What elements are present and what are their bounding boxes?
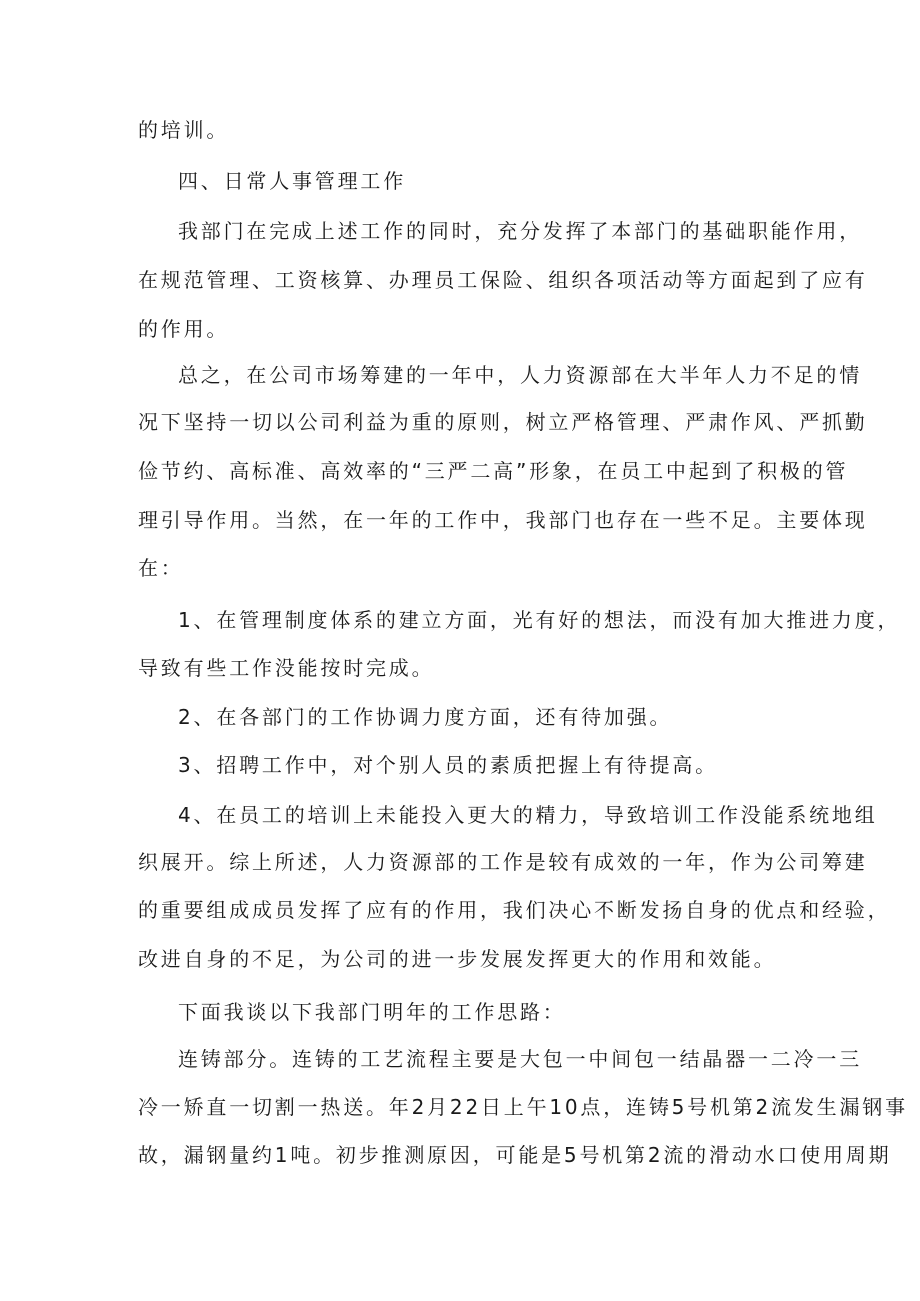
text-line: 在规范管理、工资核算、办理员工保险、组织各项活动等方面起到了应有 [138,268,868,292]
text-line: 导致有些工作没能按时完成。 [138,656,435,680]
text-line: 理引导作用。当然，在一年的工作中，我部门也存在一些不足。主要体现 [138,508,868,532]
text-line: 织展开。综上所述，人力资源部的工作是较有成效的一年，作为公司筹建 [138,850,868,874]
list-item: 4、在员工的培训上未能投入更大的精力，导致培训工作没能系统地组 [178,803,878,827]
list-item: 2、在各部门的工作协调力度方面，还有待加强。 [178,705,673,729]
text-line: 况下坚持一切以公司利益为重的原则，树立严格管理、严肃作风、严抓勤 [138,410,868,434]
text-line: 的重要组成成员发挥了应有的作用，我们决心不断发扬自身的优点和经验， [138,898,891,922]
text-line: 的培训。 [138,118,230,142]
text-line: 连铸部分。连铸的工艺流程主要是大包一中间包一结晶器一二冷一三 [178,1047,862,1071]
text-line: 冷一矫直一切割一热送。年2月22日上午10点，连铸5号机第2流发生漏钢事 [138,1095,908,1119]
text-line: 改进自身的不足，为公司的进一步发展发挥更大的作用和效能。 [138,947,777,971]
text-line: 故，漏钢量约1吨。初步推测原因，可能是5号机第2流的滑动水口使用周期 [138,1143,892,1167]
text-line: 我部门在完成上述工作的同时，充分发挥了本部门的基础职能作用， [178,219,862,243]
text-line: 的作用。 [138,317,230,341]
list-item: 3、招聘工作中，对个别人员的素质把握上有待提高。 [178,753,718,777]
text-line: 总之，在公司市场筹建的一年中，人力资源部在大半年人力不足的情 [178,363,862,387]
text-line: 在： [138,556,184,580]
list-item: 1、在管理制度体系的建立方面，光有好的想法，而没有加大推进力度， [178,608,901,632]
section-heading: 四、日常人事管理工作 [178,169,406,193]
text-line: 下面我谈以下我部门明年的工作思路： [178,1000,566,1024]
text-line: 俭节约、高标准、高效率的“三严二高”形象，在员工中起到了积极的管 [138,459,849,483]
